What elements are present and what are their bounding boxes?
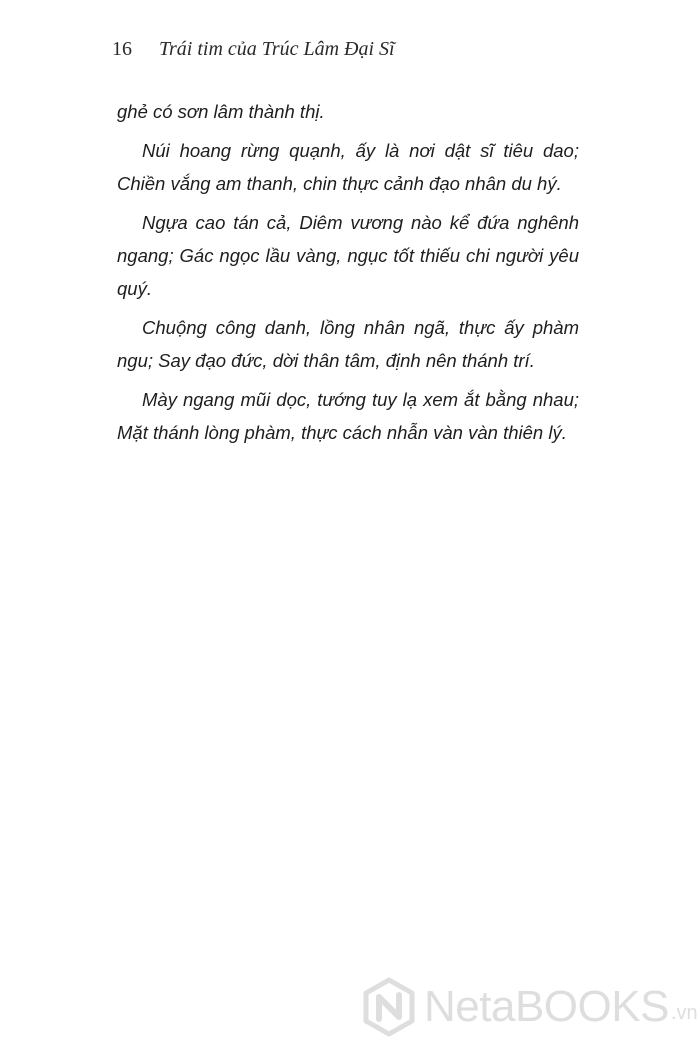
watermark-suffix: .vn [670, 1002, 698, 1024]
page-number: 16 [112, 38, 132, 60]
paragraph-2: Núi hoang rừng quạnh, ấy là nơi dật sĩ tiêu dao; Chiền vắng am thanh, chin thực cảnh đạo nhân du hý. [117, 140, 579, 194]
body-text [117, 95, 579, 455]
paragraph-5: Mày ngang mũi dọc, tướng tuy lạ xem ắt bằng nhau; Mặt thánh lòng phàm, thực cách nhẫn vàn vàn thiên lý. [117, 389, 579, 443]
watermark-brand: NetaBOOKS [424, 982, 669, 1031]
paragraph-1: ghẻ có sơn lâm thành thị. [117, 101, 325, 122]
watermark [362, 975, 698, 1039]
paragraph-3: Ngựa cao tán cả, Diêm vương nào kể đứa nghênh ngang; Gác ngọc lầu vàng, ngục tốt thiếu chi người yêu quý. [117, 212, 579, 299]
book-title: Trái tim của Trúc Lâm Đại Sĩ [159, 38, 395, 60]
netabooks-logo-icon [362, 977, 416, 1037]
paragraph-4: Chuộng công danh, lồng nhân ngã, thực ấy phàm ngu; Say đạo đức, dời thân tâm, định nên thánh trí. [117, 317, 579, 371]
running-head [112, 38, 395, 61]
